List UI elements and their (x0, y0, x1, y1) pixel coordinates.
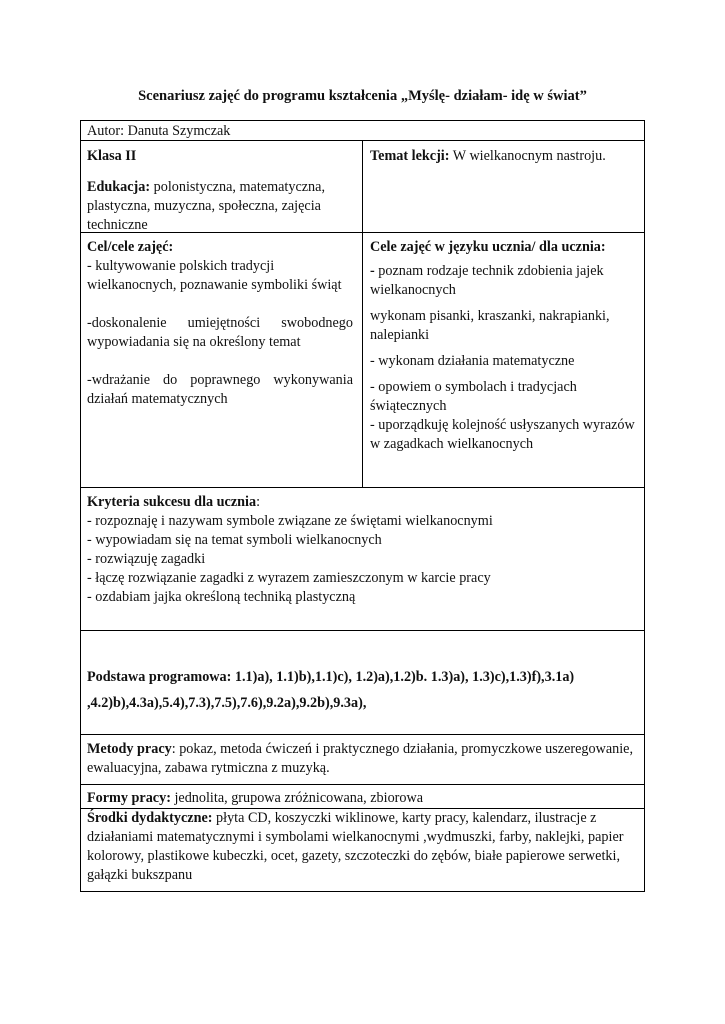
row-divider (81, 734, 644, 735)
topic-paragraph (370, 147, 640, 166)
class-label: Klasa II (87, 148, 137, 164)
topic-text: W wielkanocnym nastroju. (449, 148, 606, 164)
criteria-list (87, 512, 639, 607)
author-cell (87, 122, 637, 141)
education-label: Edukacja: (87, 179, 151, 195)
student-goal-dash: - (370, 263, 375, 279)
topic-cell (370, 147, 640, 166)
methods-label: Metody pracy (87, 741, 172, 757)
forms-label: Formy pracy: (87, 790, 171, 806)
topic-label: Temat lekcji: (370, 148, 450, 164)
criteria-heading (87, 493, 639, 512)
curriculum-line: Podstawa programowa: 1.1)a), 1.1)b),1.1)c), 1.2)a),1.2)b. 1.3)a), 1.3)c),1.3)f),3.1a) (87, 669, 575, 685)
materials-text: płyta CD, koszyczki wiklinowe, karty pracy, kalendarz, ilustracje z działaniami matematycznymi i symbolami wielkanocnymi ,wydmuszki, farby, naklejki, papier kolorowy, plastikowe kubeczki, ocet, gazety, szczoteczki do zębów, białe papierowe serwetki, gałązki bukszpanu (87, 810, 624, 883)
materials-label: Środki dydaktyczne: (87, 810, 213, 826)
methods-paragraph (87, 740, 639, 778)
criteria-item: - wypowiadam się na temat symboli wielkanocnych (87, 532, 382, 548)
student-goal-text: poznam rodzaje technik zdobienia jajek wielkanocnych (370, 263, 604, 298)
row-divider (81, 487, 644, 488)
goal-item: -doskonalenie umiejętności swobodnego wypowiadania się na określony temat (87, 315, 353, 350)
criteria-item: - rozpoznaję i nazywam symbole związane ze świętami wielkanocnymi (87, 513, 493, 529)
goals-cell (87, 238, 353, 409)
student-goal-item: - uporządkuję kolejność usłyszanych wyrazów w zagadkach wielkanocnych (370, 417, 635, 452)
criteria-item: - ozdabiam jajka określoną techniką plastyczną (87, 589, 356, 605)
forms-text: jednolita, grupowa zróżnicowana, zbiorowa (170, 790, 424, 806)
lesson-plan-table (80, 120, 645, 892)
criteria-colon: : (256, 494, 261, 510)
student-goal-item (370, 262, 640, 300)
student-goal-item: wykonam pisanki, kraszanki, nakrapianki, nalepianki (370, 308, 610, 343)
criteria-item: - łączę rozwiązanie zagadki z wyrazem zamieszczonym w karcie pracy (87, 570, 491, 586)
criteria-label: Kryteria sukcesu dla ucznia (87, 494, 257, 510)
goal-item: - kultywowanie polskich tradycji wielkanocnych, poznawanie symboliki świąt (87, 258, 342, 293)
criteria-cell (87, 493, 639, 607)
author-text: Autor: Danuta Szymczak (87, 123, 231, 139)
forms-paragraph (87, 789, 639, 808)
forms-cell (87, 789, 639, 808)
education-text: polonistyczna, matematyczna, plastyczna, muzyczna, społeczna, zajęcia techniczne (87, 179, 325, 233)
document-title: Scenariusz zajęć do programu kształcenia „Myślę- działam- idę w świat” (138, 88, 587, 104)
goals-label: Cel/cele zajęć: (87, 239, 174, 255)
student-goal-item: - opowiem o symbolach i tradycjach świątecznych (370, 379, 577, 414)
curriculum-cell (87, 664, 639, 716)
row-divider (81, 784, 644, 785)
methods-cell (87, 740, 639, 778)
column-divider (362, 140, 363, 487)
curriculum-line: ,4.2)b),4.3a),5.4),7.3),7.5),7.6),9.2a),9.2b),9.3a), (87, 695, 367, 711)
class-cell (87, 147, 357, 235)
student-goal-item: - wykonam działania matematyczne (370, 353, 575, 369)
criteria-item: - rozwiązuję zagadki (87, 551, 206, 567)
goal-item: -wdrażanie do poprawnego wykonywania działań matematycznych (87, 372, 353, 407)
education-paragraph (87, 178, 357, 235)
student-goals-cell (370, 238, 640, 454)
materials-cell (87, 809, 639, 885)
row-divider (81, 630, 644, 631)
methods-text: : pokaz, metoda ćwiczeń i praktycznego działania, promyczkowe uszeregowanie, ewaluacyjna, zabawa rytmiczna z muzyką. (87, 741, 633, 776)
materials-paragraph (87, 809, 639, 885)
student-goals-label: Cele zajęć w języku ucznia/ dla ucznia: (370, 239, 606, 255)
